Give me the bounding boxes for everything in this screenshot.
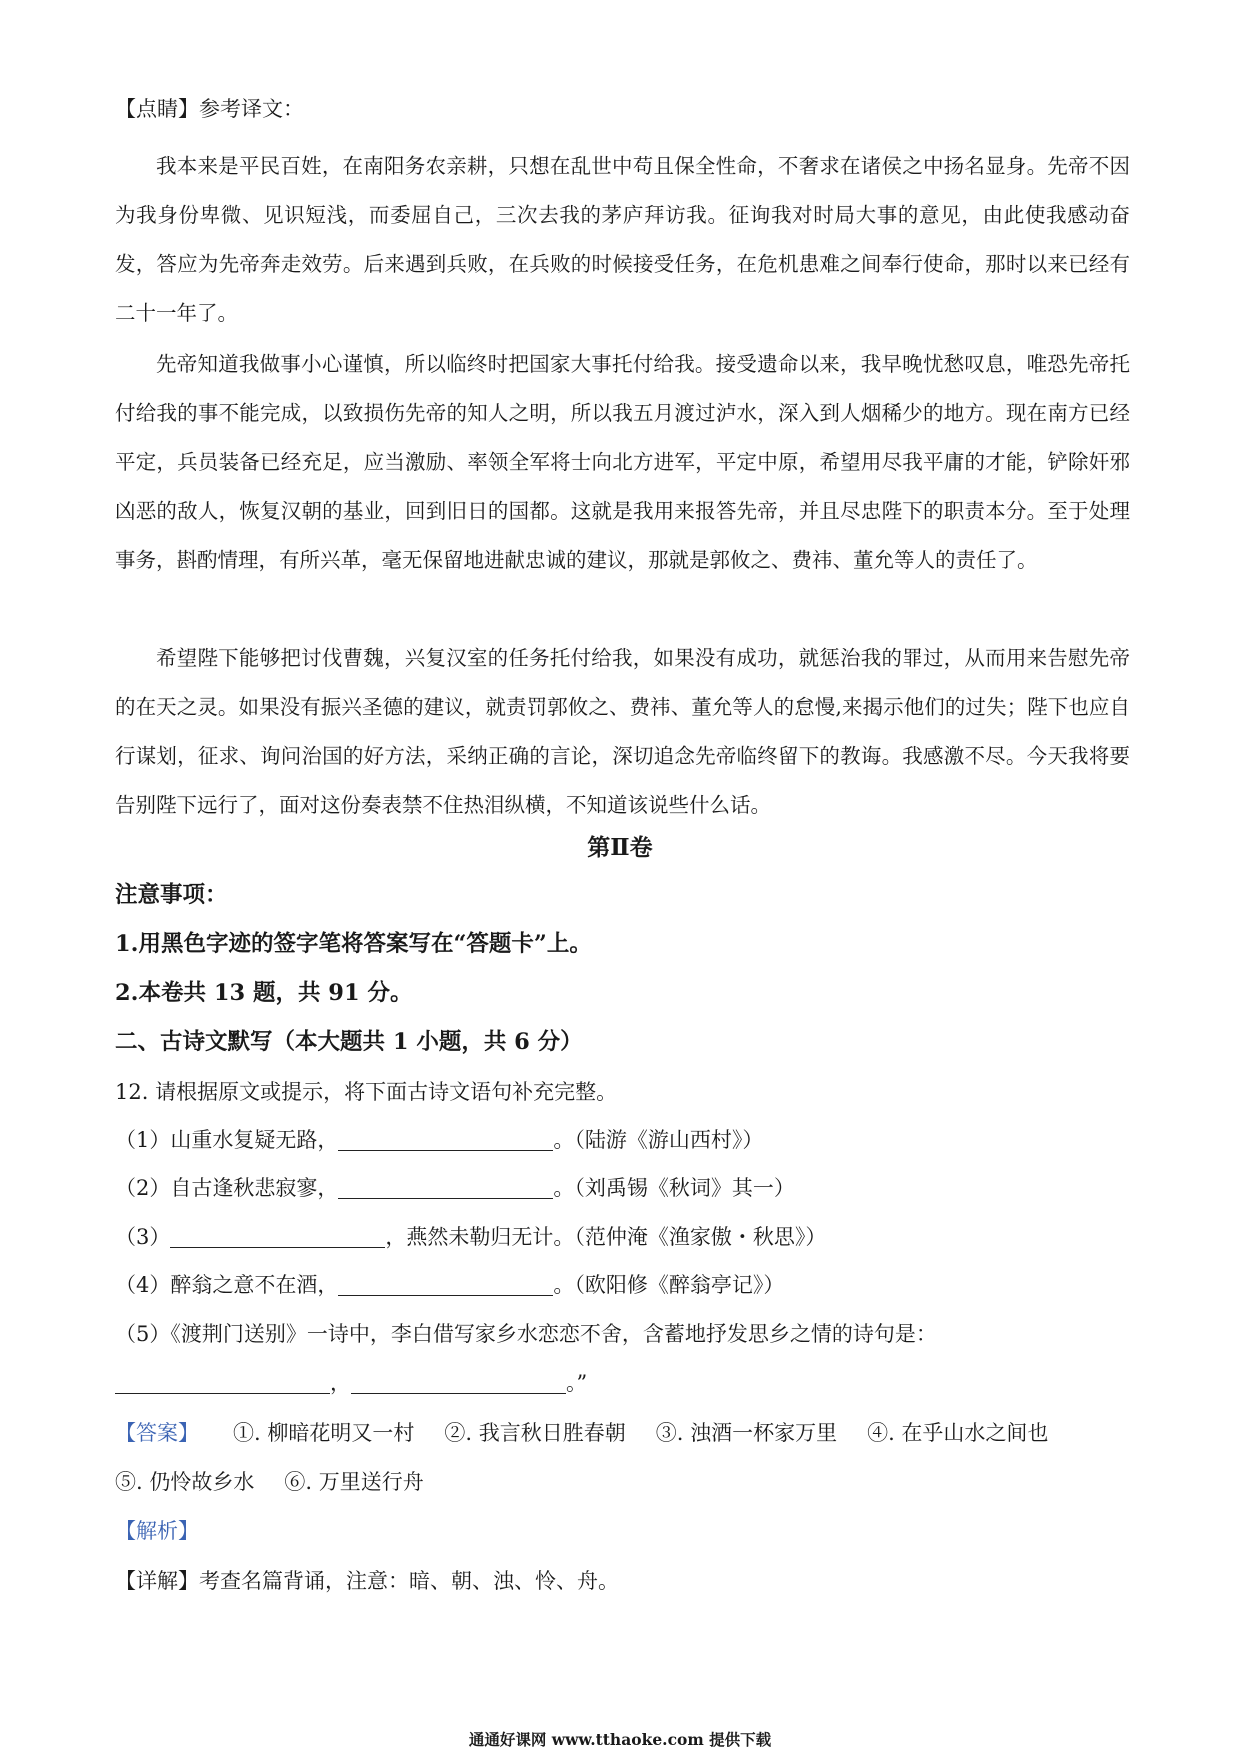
q5-separator: ， bbox=[330, 1371, 351, 1395]
question-item-4 bbox=[115, 1269, 784, 1299]
answer-blank bbox=[170, 1225, 385, 1248]
question-item-1 bbox=[115, 1124, 763, 1154]
dianjing-label: 【点睛】 bbox=[115, 97, 199, 121]
translation-paragraph-3 bbox=[115, 634, 1130, 830]
answer-blank bbox=[115, 1371, 330, 1394]
dianjing-line bbox=[115, 93, 304, 123]
answer-blank bbox=[338, 1176, 553, 1199]
answer-item: ②. 我言秋日胜春朝 bbox=[444, 1421, 626, 1445]
answer-blank bbox=[338, 1128, 553, 1151]
analysis-label: 【解析】 bbox=[115, 1519, 199, 1543]
answer-item: ⑥. 万里送行舟 bbox=[284, 1470, 424, 1494]
q4-prefix: （4）醉翁之意不在酒， bbox=[115, 1273, 339, 1297]
page-footer: 通通好课网 www.tthaoke.com 提供下载 bbox=[468, 1730, 772, 1749]
translation-text: 希望陛下能够把讨伐曹魏，兴复汉室的任务托付给我，如果没有成功，就惩治我的罪过，从而用来告慰先帝的在天之灵。如果没有振兴圣德的建议，就责罚郭攸之、费祎、董允等人的怠慢,来揭示他们的过失；陛下也应自行谋划，征求、询问治国的好方法，采纳正确的言论，深切追念先帝临终留下的教诲。我感激不尽。今天我将要告别陛下远行了，面对这份奏表禁不住热泪纵横，不知道该说些什么话。 bbox=[115, 646, 1130, 817]
question-item-5-blanks bbox=[115, 1367, 587, 1397]
q1-prefix: （1）山重水复疑无路， bbox=[115, 1128, 339, 1152]
question-item-5: （5）《渡荆门送别》一诗中，李白借写家乡水恋恋不舍，含蓄地抒发思乡之情的诗句是： bbox=[115, 1322, 937, 1346]
question-item-2 bbox=[115, 1172, 795, 1202]
q2-prefix: （2）自古逢秋悲寂寥， bbox=[115, 1176, 339, 1200]
question-item-3 bbox=[115, 1221, 826, 1251]
dianjing-title: 参考译文： bbox=[199, 97, 304, 121]
q3-prefix: （3） bbox=[115, 1225, 171, 1249]
answer-label: 【答案】 bbox=[115, 1421, 199, 1445]
q5-end: 。” bbox=[566, 1371, 588, 1395]
section-heading: 二、古诗文默写（本大题共 1 小题，共 6 分） bbox=[115, 1029, 583, 1055]
answer-blank bbox=[351, 1371, 566, 1394]
translation-paragraph-2 bbox=[115, 340, 1130, 585]
answer-item: ③. 浊酒一杯家万里 bbox=[655, 1421, 838, 1445]
answer-line-2 bbox=[115, 1466, 454, 1496]
q2-suffix: 。（刘禹锡《秋词》其一） bbox=[553, 1176, 795, 1200]
answer-line-1 bbox=[115, 1417, 1048, 1447]
detail-label: 【详解】 bbox=[115, 1569, 199, 1593]
detail-line bbox=[115, 1565, 619, 1595]
detail-text: 考查名篇背诵，注意：暗、朝、浊、怜、舟。 bbox=[199, 1569, 619, 1593]
answer-item: ①. 柳暗花明又一村 bbox=[233, 1421, 415, 1445]
translation-text: 先帝知道我做事小心谨慎，所以临终时把国家大事托付给我。接受遗命以来，我早晚忧愁叹息，唯恐先帝托付给我的事不能完成，以致损伤先帝的知人之明，所以我五月渡过泸水，深入到人烟稀少的地方。现在南方已经平定，兵员装备已经充足，应当激励、率领全军将士向北方进军，平定中原，希望用尽我平庸的才能，铲除奸邪凶恶的敌人，恢复汉朝的基业，回到旧日的国都。这就是我用来报答先帝，并且尽忠陛下的职责本分。至于处理事务，斟酌情理，有所兴革，毫无保留地进献忠诚的建议，那就是郭攸之、费祎、董允等人的责任了。 bbox=[115, 352, 1130, 572]
notice-item-1: 1.用黑色字迹的签字笔将答案写在“答题卡”上。 bbox=[115, 931, 592, 957]
answer-item: ⑤. 仍怜故乡水 bbox=[115, 1470, 255, 1494]
notice-heading: 注意事项： bbox=[115, 882, 228, 908]
answer-blank bbox=[338, 1273, 553, 1296]
notice-item-2: 2.本卷共 13 题，共 91 分。 bbox=[115, 980, 413, 1006]
answer-item: ④. 在乎山水之间也 bbox=[867, 1421, 1049, 1445]
question-stem: 12. 请根据原文或提示，将下面古诗文语句补充完整。 bbox=[115, 1080, 618, 1104]
volume-title: 第Ⅱ卷 bbox=[587, 834, 653, 861]
translation-paragraph-1 bbox=[115, 142, 1130, 338]
translation-text: 我本来是平民百姓，在南阳务农亲耕，只想在乱世中苟且保全性命，不奢求在诸侯之中扬名显身。先帝不因为我身份卑微、见识短浅，而委屈自己，三次去我的茅庐拜访我。征询我对时局大事的意见，由此使我感动奋发，答应为先帝奔走效劳。后来遇到兵败，在兵败的时候接受任务，在危机患难之间奉行使命，那时以来已经有二十一年了。 bbox=[115, 154, 1130, 325]
q1-suffix: 。（陆游《游山西村》） bbox=[553, 1128, 764, 1152]
q4-suffix: 。（欧阳修《醉翁亭记》） bbox=[553, 1273, 785, 1297]
q3-suffix: ，燕然未勒归无计。（范仲淹《渔家傲・秋思》） bbox=[385, 1225, 827, 1249]
